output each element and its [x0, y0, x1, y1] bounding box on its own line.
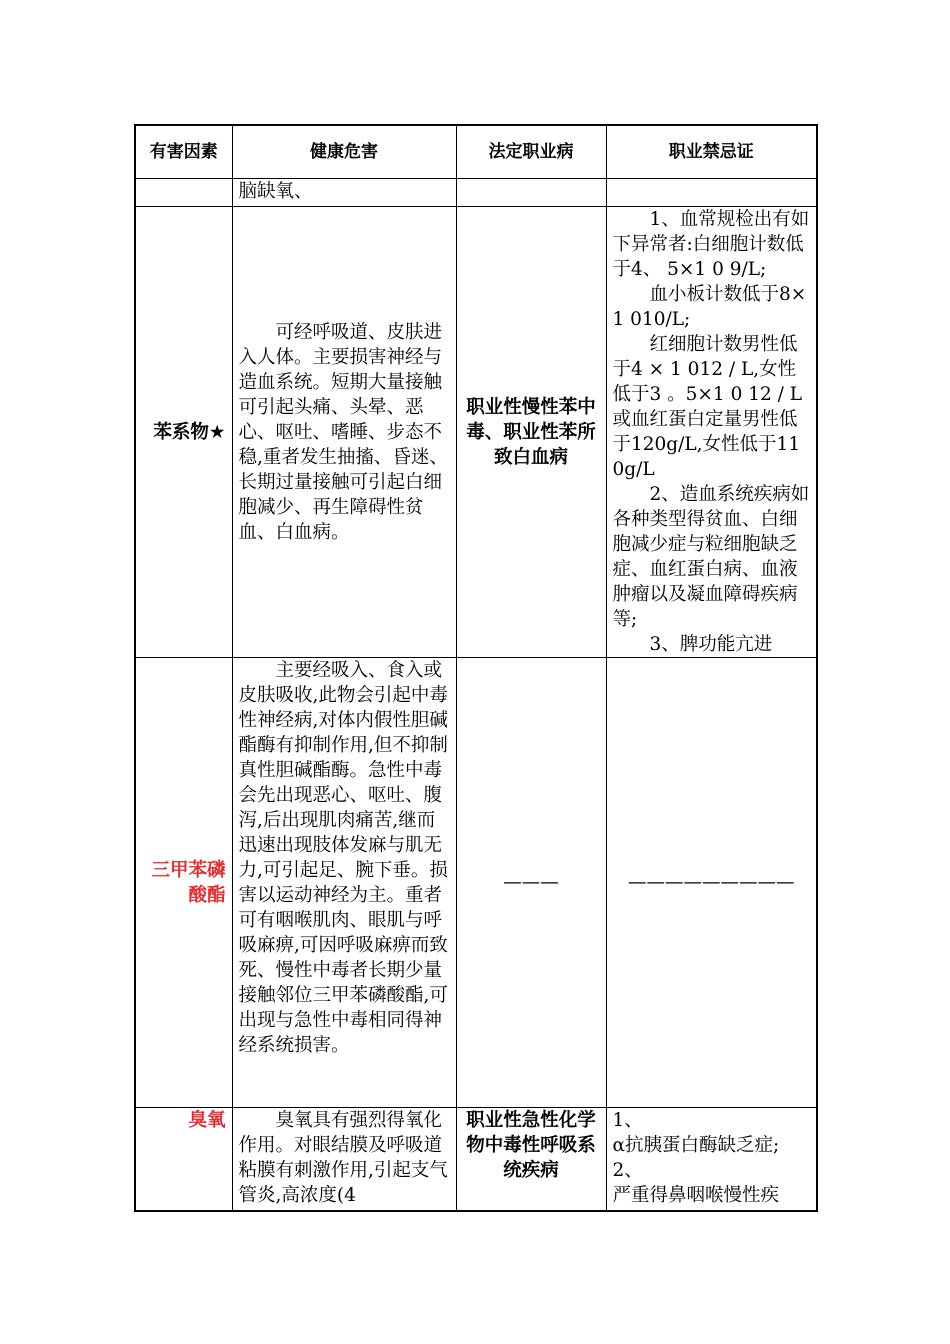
disease-cell — [456, 179, 606, 207]
contra-line: 血小板计数低于8×1 010/L; — [612, 284, 807, 330]
factor-cell: 三甲苯磷酸酯 — [135, 658, 232, 1108]
contra-line: 1、 — [612, 1110, 643, 1131]
contra-cell: ————————— — [606, 658, 817, 1108]
health-text: 臭氧具有强烈得氧化作用。对眼结膜及呼吸道粘膜有刺激作用,引起支气管炎,高浓度(4 — [238, 1110, 448, 1206]
contra-cell — [606, 1108, 817, 1211]
header-factor: 有害因素 — [135, 125, 232, 179]
factor-cell: 苯系物★ — [135, 207, 232, 658]
table-row — [135, 179, 817, 207]
contra-cell — [606, 207, 817, 658]
table-row — [135, 207, 817, 658]
contra-line: 严重得鼻咽喉慢性疾 — [612, 1185, 780, 1206]
disease-cell: 职业性急性化学物中毒性呼吸系统疾病 — [456, 1108, 606, 1211]
header-contraindication: 职业禁忌证 — [606, 125, 817, 179]
factor-cell: 臭氧 — [135, 1108, 232, 1211]
contra-line: 1、血常规检出有如下异常者:白细胞计数低于4、 5×1 0 9/L; — [612, 209, 810, 280]
health-text: 主要经吸入、食入或皮肤吸收,此物会引起中毒性神经病,对体内假性胆碱酯酶有抑制作用,但不抑制真性胆碱酯酶。急性中毒会先出现恶心、呕吐、腹泻,后出现肌肉痛苦,继而迅速出现肢体发麻与肌无力,可引起足、腕下垂。损害以运动神经为主。重者可有咽喉肌肉、眼肌与呼吸麻痹,可因呼吸麻痹而致死、慢性中毒者长期少量接触邻位三甲苯磷酸酯,可出现与急性中毒相同得神经系统损害。 — [238, 660, 448, 1056]
contra-line: 红细胞计数男性低于4 × 1 012 / L,女性低于3 。5×1 0 12 / L或血红蛋白定量男性低于120g/L,女性低于110g/L — [612, 334, 803, 480]
table-header-row — [135, 125, 817, 179]
table-row — [135, 658, 817, 1108]
contra-line: α抗胰蛋白酶缺乏症; — [612, 1135, 780, 1156]
header-occupational-disease: 法定职业病 — [456, 125, 606, 179]
occupational-hazard-table — [134, 124, 818, 1212]
health-text: 可经呼吸道、皮肤进入人体。主要损害神经与造血系统。短期大量接触可引起头痛、头晕、恶心、呕吐、嗜睡、步态不稳,重者发生抽搐、昏迷、长期过量接触可引起白细胞减少、再生障碍性贫血、白血病。 — [238, 321, 448, 543]
disease-cell: 职业性慢性苯中毒、职业性苯所致白血病 — [456, 207, 606, 658]
disease-cell: ——— — [456, 658, 606, 1108]
health-cell: 脑缺氧、 — [232, 179, 456, 207]
contra-line: 2、造血系统疾病如各种类型得贫血、白细胞减少症与粒细胞缺乏症、血红蛋白病、血液肿瘤以及凝血障碍疾病等; — [612, 484, 810, 630]
contra-line: 3、脾功能亢进 — [649, 634, 773, 655]
health-cell — [232, 1108, 456, 1211]
table-row — [135, 1108, 817, 1211]
header-health-hazard: 健康危害 — [232, 125, 456, 179]
contra-cell — [606, 179, 817, 207]
factor-cell — [135, 179, 232, 207]
contra-line: 2、 — [612, 1160, 643, 1181]
health-cell — [232, 207, 456, 658]
health-cell — [232, 658, 456, 1108]
